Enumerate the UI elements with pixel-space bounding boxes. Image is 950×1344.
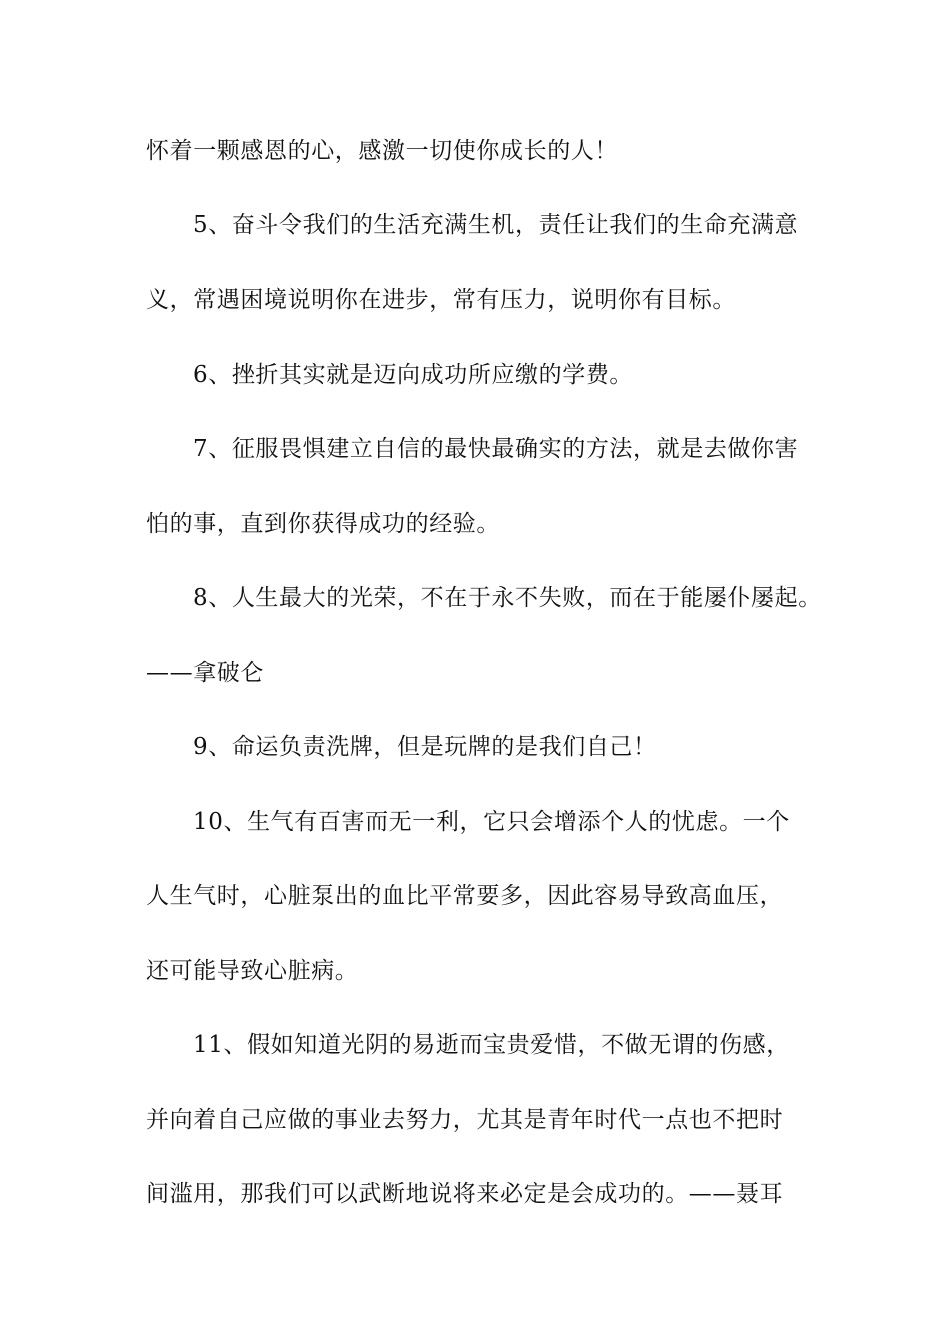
text-line: 10、生气有百害而无一利，它只会增添个人的忧虑。一个 [193, 809, 790, 835]
text-line: 9、命运负责洗牌，但是玩牌的是我们自己！ [193, 734, 657, 760]
text-line: 人生气时，心脏泵出的血比平常要多，因此容易导致高血压， [146, 883, 784, 909]
text-line: 间滥用，那我们可以武断地说将来必定是会成功的。——聂耳 [146, 1181, 784, 1207]
text-line: 并向着自己应做的事业去努力，尤其是青年时代一点也不把时 [146, 1107, 784, 1133]
text-line: 怀着一颗感恩的心，感激一切使你成长的人！ [146, 138, 618, 164]
text-line: 6、挫折其实就是迈向成功所应缴的学费。 [193, 362, 634, 388]
text-line: 还可能导致心脏病。 [146, 958, 359, 984]
text-line: ——拿破仑 [146, 660, 264, 686]
text-line: 7、征服畏惧建立自信的最快最确实的方法，就是去做你害 [193, 436, 799, 462]
text-line: 11、假如知道光阴的易逝而宝贵爱惜，不做无谓的伤感， [193, 1032, 790, 1058]
text-line: 5、奋斗令我们的生活充满生机，责任让我们的生命充满意 [193, 212, 799, 238]
text-line: 怕的事，直到你获得成功的经验。 [146, 511, 500, 537]
text-line: 8、人生最大的光荣，不在于永不失败，而在于能屡仆屡起。 [193, 585, 822, 611]
text-line: 义，常遇困境说明你在进步，常有压力，说明你有目标。 [146, 287, 736, 313]
